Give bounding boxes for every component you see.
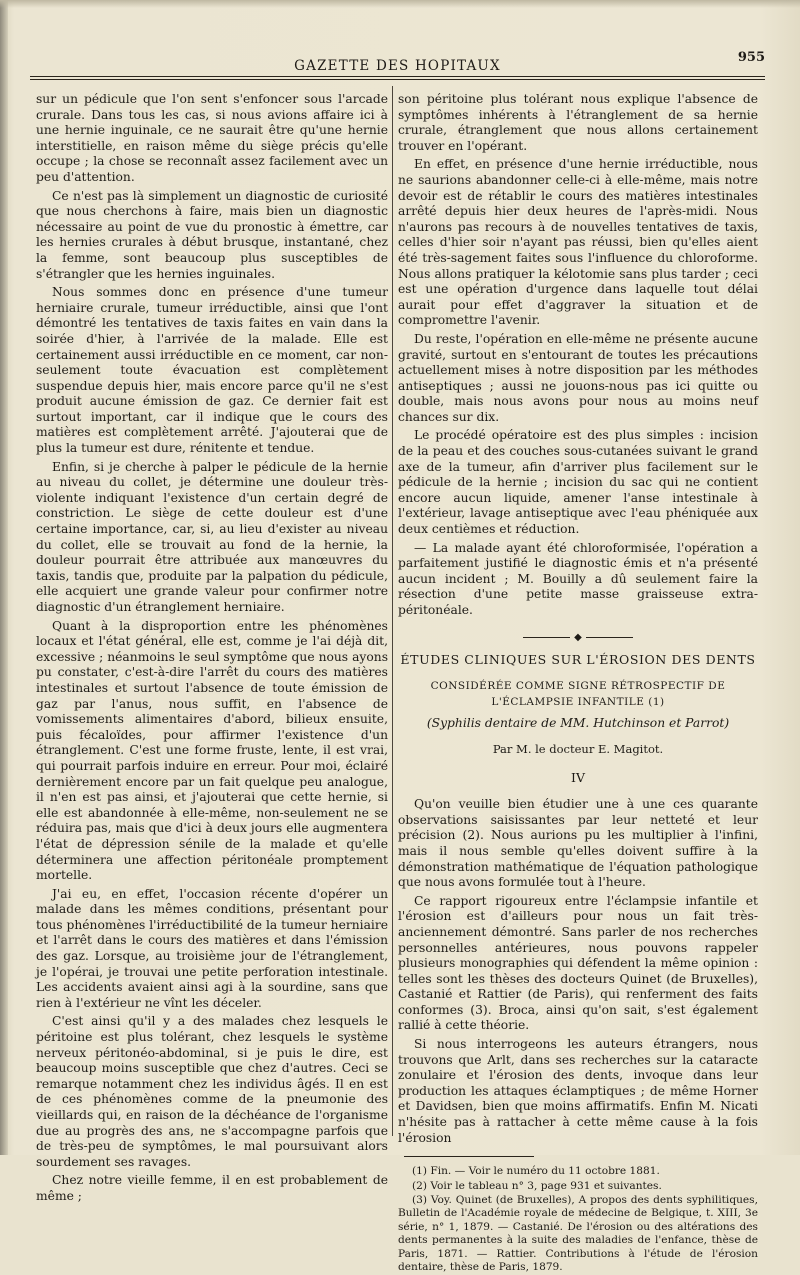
article-paragraph: Ce rapport rigoureux entre l'éclampsie infantile et l'érosion est d'ailleurs pour nous un fait très-anciennement démontré. Sans parler de nos recherches personnelles antérieures, nous pouvons rappeler plusieurs monographies qui défendent la même opinion : telles sont les thèses des docteurs Quinet (de Bruxelles), Castanié et Rattier (de Paris), qui renferment des faits conformes (3). Broca, ainsi qu'on sait, s'est également rallié à cette théorie. — [398, 893, 758, 1033]
page-number: 955 — [737, 50, 765, 65]
right-paragraph: En effet, en présence d'une hernie irréductible, nous ne saurions abandonner celle-ci à elle-même, mais notre devoir est de rétablir le cours des matières intestinales arrêté depuis hier deux heures de l'après-midi. Nous n'aurons pas recours à de nouvelles tentatives de taxis, celles d'hier soir n'ayant pas réussi, bien qu'elles aient été très-sagement faites sous l'influence du chloroforme. Nous allons pratiquer la kélotomie sans plus tarder ; ceci est une opération d'urgence dans laquelle tout délai aurait pour effet d'aggraver la situation et de compromettre l'avenir. — [398, 157, 758, 328]
left-paragraph: C'est ainsi qu'il y a des malades chez lesquels le péritoine est plus tolérant, chez lesquels le système nerveux péritonéo-abdominal, si je puis le dire, est beaucoup moins susceptible que chez d'autres. Ceci se remarque notamment chez les individus âgés. Il en est de ces phénomènes comme de la pneumonie des vieillards qui, en raison de la déchéance de l'organisme due au progrès des ans, ne s'accompagne parfois que de très-peu de symptômes, le mal poursuivant alors sourdement ses ravages. — [36, 1014, 388, 1169]
article-title: ÉTUDES CLINIQUES SUR L'ÉROSION DES DENTS — [400, 651, 756, 667]
left-paragraph: Chez notre vieille femme, il en est probablement de même ; — [36, 1173, 388, 1203]
left-paragraph: Quant à la disproportion entre les phénomènes locaux et l'état général, elle est, comme je l'ai déjà dit, excessive ; néanmoins le seul symptôme que nous ayons pu constater, c'est-à-dire l'arrêt du cours des matières intestinales et surtout l'absence de toute émission de gaz par l'anus, nous suffit, en l'absence de vomissements alimentaires d'abord, bilieux ensuite, puis fécaloïdes, pour affirmer l'existence d'un étranglement. C'est une forme fruste, lente, il est vrai, qui pourrait parfois induire en erreur. Pour moi, éclairé dernièrement encore par un fait quelque peu analogue, il n'en est pas ainsi, et j'ajouterai que cette hernie, si elle est abandonnée à elle-même, non-seulement ne se réduira pas, mais que d'ici à deux jours elle augmentera l'état de dépression sénile de la malade et qu'elle déterminera une affection péritonéale promptement mortelle. — [36, 618, 388, 883]
right-paragraph: Du reste, l'opération en elle-même ne présente aucune gravité, surtout en s'entourant de toutes les précautions actuellement mises à notre disposition par les méthodes antiseptiques ; aussi ne jouons-nous pas ici quitte ou double, mais nous avons pour nous au moins neuf chances sur dix. — [398, 331, 758, 424]
right-paragraph: son péritoine plus tolérant nous explique l'absence de symptômes inhérents à l'étranglement de sa hernie crurale, étranglement que nous allons certainement trouver en l'opérant. — [398, 92, 758, 153]
footnote: (1) Fin. — Voir le numéro du 11 octobre 1881. — [412, 1165, 660, 1178]
right-paragraph: Le procédé opératoire est des plus simples : incision de la peau et des couches sous-cutanées suivant le grand axe de la tumeur, afin d'arriver plus facilement sur le pédicule de la hernie ; incision du sac qui ne contient encore aucun liquide, amener l'anse intestinale à l'extérieur, lavage antiseptique avec l'eau phéniquée aux deux centièmes et réduction. — [398, 428, 758, 537]
left-paragraph: Nous sommes donc en présence d'une tumeur herniaire crurale, tumeur irréductible, ainsi que l'ont démontré les tentatives de taxis faites en vain dans la soirée d'hier, à l'arrivée de la malade. Elle est certainement aussi irréductible en ce moment, car non-seulement toute évacuation est complètement suspendue depuis hier, mais encore parce qu'il ne s'est produit aucune émission de gaz. Ce dernier fait est surtout important, car il indique que le cours des matières est complètement arrêté. J'ajouterai que de plus la tumeur est dure, rénitente et tendue. — [36, 285, 388, 456]
article-author: Par M. le docteur E. Magitot. — [492, 741, 664, 756]
article-paragraph: Si nous interrogeons les auteurs étrangers, nous trouvons que Arlt, dans ses recherches sur la cataracte zonulaire et l'érosion des dents, invoque dans leur production les attaques éclamptiques ; de même Horner et Davidsen, bien que moins affirmatifs. Enfin M. Nicati n'hésite pas à rattacher à cette même cause à la fois l'érosion — [398, 1037, 758, 1145]
header-rule — [30, 76, 765, 80]
article-italic-line: (Syphilis dentaire de MM. Hutchinson et Parrot) — [426, 716, 730, 731]
article-paragraph: Qu'on veuille bien étudier une à une ces quarante observations saisissantes par leur netteté et leur précision (2). Nous aurions pu les multiplier à l'infini, mais il nous semble qu'elles doivent suffire à la démonstration mathématique de l'équation pathologique que nous avons formulée tout à l'heure. — [398, 797, 758, 890]
journal-title: GAZETTE DES HOPITAUX — [294, 58, 501, 74]
left-paragraph: J'ai eu, en effet, l'occasion récente d'opérer un malade dans les mêmes conditions, présentant pour tous phénomènes l'irréductibilité de la tumeur herniaire et l'arrêt dans le cours des matières et dans l'émission des gaz. Lorsque, au troisième jour de l'étranglement, je l'opérai, je trouvai une petite perforation intestinale. Les accidents avaient ainsi agi à la sourdine, sans que rien à l'extérieur ne vînt les déceler. — [36, 886, 388, 1010]
page-left-shadow — [0, 0, 8, 1155]
section-separator: ◆ — [523, 633, 633, 642]
left-paragraph: Ce n'est pas là simplement un diagnostic de curiosité que nous cherchons à faire, mais bien un diagnostic nécessaire au point de vue du pronostic à émettre, car les hernies crurales à début brusque, instantané, chez la femme, sont beaucoup plus susceptibles de s'étrangler que les hernies inguinales. — [36, 188, 388, 281]
footnote: (3) Voy. Quinet (de Bruxelles), A propos des dents syphilitiques, Bulletin de l'Académie royale de médecine de Belgique, t. XIII, 3e série, n° 1, 1879. — Castanié. De l'érosion ou des altérations des dents permanentes à la suite des maladies de l'enfance, thèse de Paris, 1871. — Rattier. Contributions à l'étude de l'érosion dentaire, thèse de Paris, 1879. — [398, 1194, 758, 1274]
page-top-shadow — [0, 0, 800, 8]
left-column — [36, 92, 388, 1205]
right-paragraph: — La malade ayant été chloroformisée, l'opération a parfaitement justifié le diagnostic émis et n'a présenté aucun incident ; M. Bouilly a dû seulement faire la résection d'une petite masse graisseuse extra-péritonéale. — [398, 540, 758, 617]
article-subtitle: CONSIDÉRÉE COMME SIGNE RÉTROSPECTIF DE L'ÉCLAMPSIE INFANTILE (1) — [430, 680, 726, 708]
footnotes — [398, 1165, 758, 1274]
article-section-number: IV — [571, 769, 585, 785]
footnote: (2) Voir le tableau n° 3, page 931 et suivantes. — [412, 1179, 662, 1192]
right-column — [398, 92, 758, 1275]
left-paragraph: sur un pédicule que l'on sent s'enfoncer sous l'arcade crurale. Dans tous les cas, si nous avions affaire ici à une hernie inguinale, ce ne saurait être qu'une hernie interstitielle, en raison même du siège précis qu'elle occupe ; la chose se reconnaît assez facilement avec un peu d'attention. — [36, 92, 388, 184]
left-paragraph: Enfin, si je cherche à palper le pédicule de la hernie au niveau du collet, je détermine une douleur très-violente indiquant l'existence d'un certain degré de constriction. Le siège de cette douleur est d'une certaine importance, car, si, au lieu d'exister au niveau du collet, elle se trouvait au fond de la hernie, la douleur pourrait être attribuée aux manœuvres du taxis, tandis que, produite par la palpation du pédicule, elle acquiert une grande valeur pour confirmer notre diagnostic d'un étranglement herniaire. — [36, 459, 388, 614]
page-header — [30, 50, 765, 76]
column-divider — [392, 86, 393, 1136]
footnote-rule — [404, 1156, 534, 1157]
